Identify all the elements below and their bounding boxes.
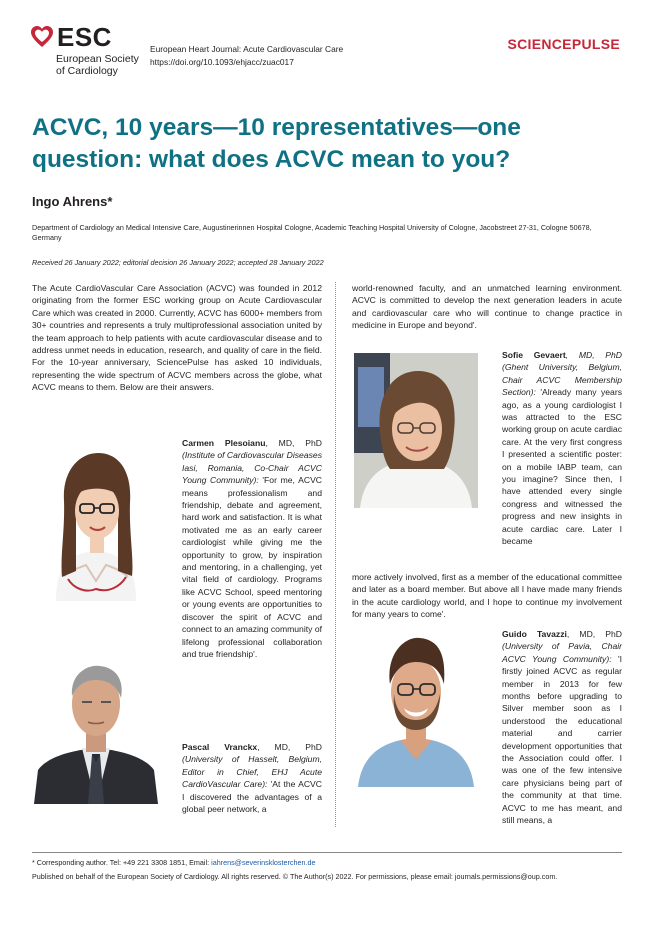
sofie-role: (Ghent University, Belgium, Chair ACVC Membership Section): (502, 362, 622, 398)
carmen-quote-text: 'For me, ACVC means professionalism and friendship, debate and agreement, hard work and satisfaction. It is what motivated me as an early career cardiologist while giving me the opportunity to grow, by inspiration and mentoring, in a challenging, yet vital field of cardiology. Programs like ACVC School, speed mentoring or young events are opportunities to discover the spirit of ACVC and connect to an amazing community of lifelong professional collaboration and true friendship'. (182, 475, 323, 659)
pascal-name: Pascal Vranckx (182, 742, 258, 752)
photo-carmen-plesoianu (34, 441, 158, 601)
photo-pascal-vranckx (34, 658, 158, 804)
pascal-role: (University of Hasselt, Belgium, Editor in Chief, EHJ Acute CardioVascular Care): (182, 754, 322, 790)
article-author: Ingo Ahrens* (32, 194, 113, 209)
esc-logo-line2: of Cardiology (56, 65, 118, 77)
esc-logo-line1: European Society (56, 53, 139, 65)
intro-paragraph: The Acute CardioVascular Care Association (ACVC) was founded in 2012 originating from the former ESC working group on Acute Cardiovascular Care which was created in 2000. Currently, ACVC has 6000+ members from 30+ countries and represents a truly multiprofessional association united by the team approach to help patients with acute cardiovascular disease and to address unmet needs in education, research, and quality of care in the field. For the 10-year anniversary, SciencePulse has asked 10 individuals, representing the wide spectrum of ACVC members across the globe, what ACVC means to them. Below are their answers. (32, 283, 323, 393)
guido-name: Guido Tavazzi (502, 629, 567, 639)
esc-heart-logo-icon (30, 25, 54, 49)
rights-statement: Published on behalf of the European Society of Cardiology. All rights reserved. © The Author(s) 2022. For permissions, please email: journals.permissions@oup.com. (32, 872, 558, 881)
journal-name: European Heart Journal: Acute Cardiovascular Care (150, 44, 344, 54)
received-dates: Received 26 January 2022; editorial decision 26 January 2022; accepted 28 January 2022 (32, 258, 324, 267)
guido-quote-text: 'I firstly joined ACVC as regular member in 2013 for few months before upgrading to Silver member soon as I understood the educational material and carrier development opportunities that the Association could offer. I was one of the few intensive care physicians being part of the community at that time. ACVC to me has meant, and still means, a (502, 653, 622, 826)
esc-logo-text: ESC (57, 22, 112, 52)
column-divider (335, 282, 336, 827)
footer-rule (32, 852, 622, 853)
guido-role: (University of Pavia, Chair ACVC Young Community): (502, 641, 622, 664)
sofie-quote-text: 'Already many years ago, as a young cardiologist I was attracted to the ESC working group on acute cardiac care. At the very first congress I presented a scientific poster: on a mobile IABP team, can you imagine? Since then, I have attended every single congress and witnessed the progress and new insights in acute cardiac care. Later I became (502, 387, 622, 547)
sofie-credentials: , MD, PhD (565, 350, 623, 360)
journal-info (150, 43, 343, 69)
author-affiliation: Department of Cardiology an Medical Intensive Care, Augustinerinnen Hospital Cologne, Academic Teaching Hospital University of Cologne, Jacobstreet 27-31, Cologne 50678, Germany (32, 223, 592, 242)
esc-logo-subtitle (56, 53, 156, 77)
sofie-quote-continuation: more actively involved, first as a member of the educational committee and later as a board member. But above all I have made many friends in the acute cardiology world, and I hope to continue my involvement for many years to come'. (352, 572, 622, 620)
corresponding-label: * Corresponding author. Tel: +49 221 3308 1851, Email: (32, 858, 210, 867)
pascal-vranckx-quote (182, 741, 322, 815)
sofie-name: Sofie Gevaert (502, 350, 566, 360)
carmen-role: (Institute of Cardiovascular Diseases Iasi, Romania, Co-Chair ACVC Young Community): (182, 450, 322, 486)
pascal-credentials: , MD, PhD (257, 742, 322, 752)
guido-credentials: , MD, PhD (566, 629, 623, 639)
carmen-plesoianu-quote (182, 437, 322, 660)
guido-tavazzi-quote (502, 628, 622, 827)
column2-continuation: world-renowned faculty, and an unmatched learning environment. ACVC is committed to develop the next generation leaders in acute and cardiovascular care who will continue to change practice in medicine in Europe and beyond'. (352, 283, 622, 331)
section-label: SCIENCEPULSE (507, 36, 620, 52)
pascal-quote-text: 'At the ACVC I discovered the advantages of a global peer network, a (182, 779, 322, 815)
photo-sofie-gevaert (354, 353, 478, 508)
corresponding-email-link[interactable]: iahrens@severinsklosterchen.de (211, 858, 316, 867)
doi-link[interactable]: https://doi.org/10.1093/ehjacc/zuac017 (150, 57, 294, 67)
corresponding-author (32, 858, 622, 868)
carmen-name: Carmen Plesoianu (182, 438, 266, 448)
article-title: ACVC, 10 years—10 representatives—one question: what does ACVC mean to you? (32, 114, 521, 173)
sofie-gevaert-quote (502, 349, 622, 548)
photo-guido-tavazzi (354, 632, 478, 787)
carmen-credentials: , MD, PhD (265, 438, 323, 448)
